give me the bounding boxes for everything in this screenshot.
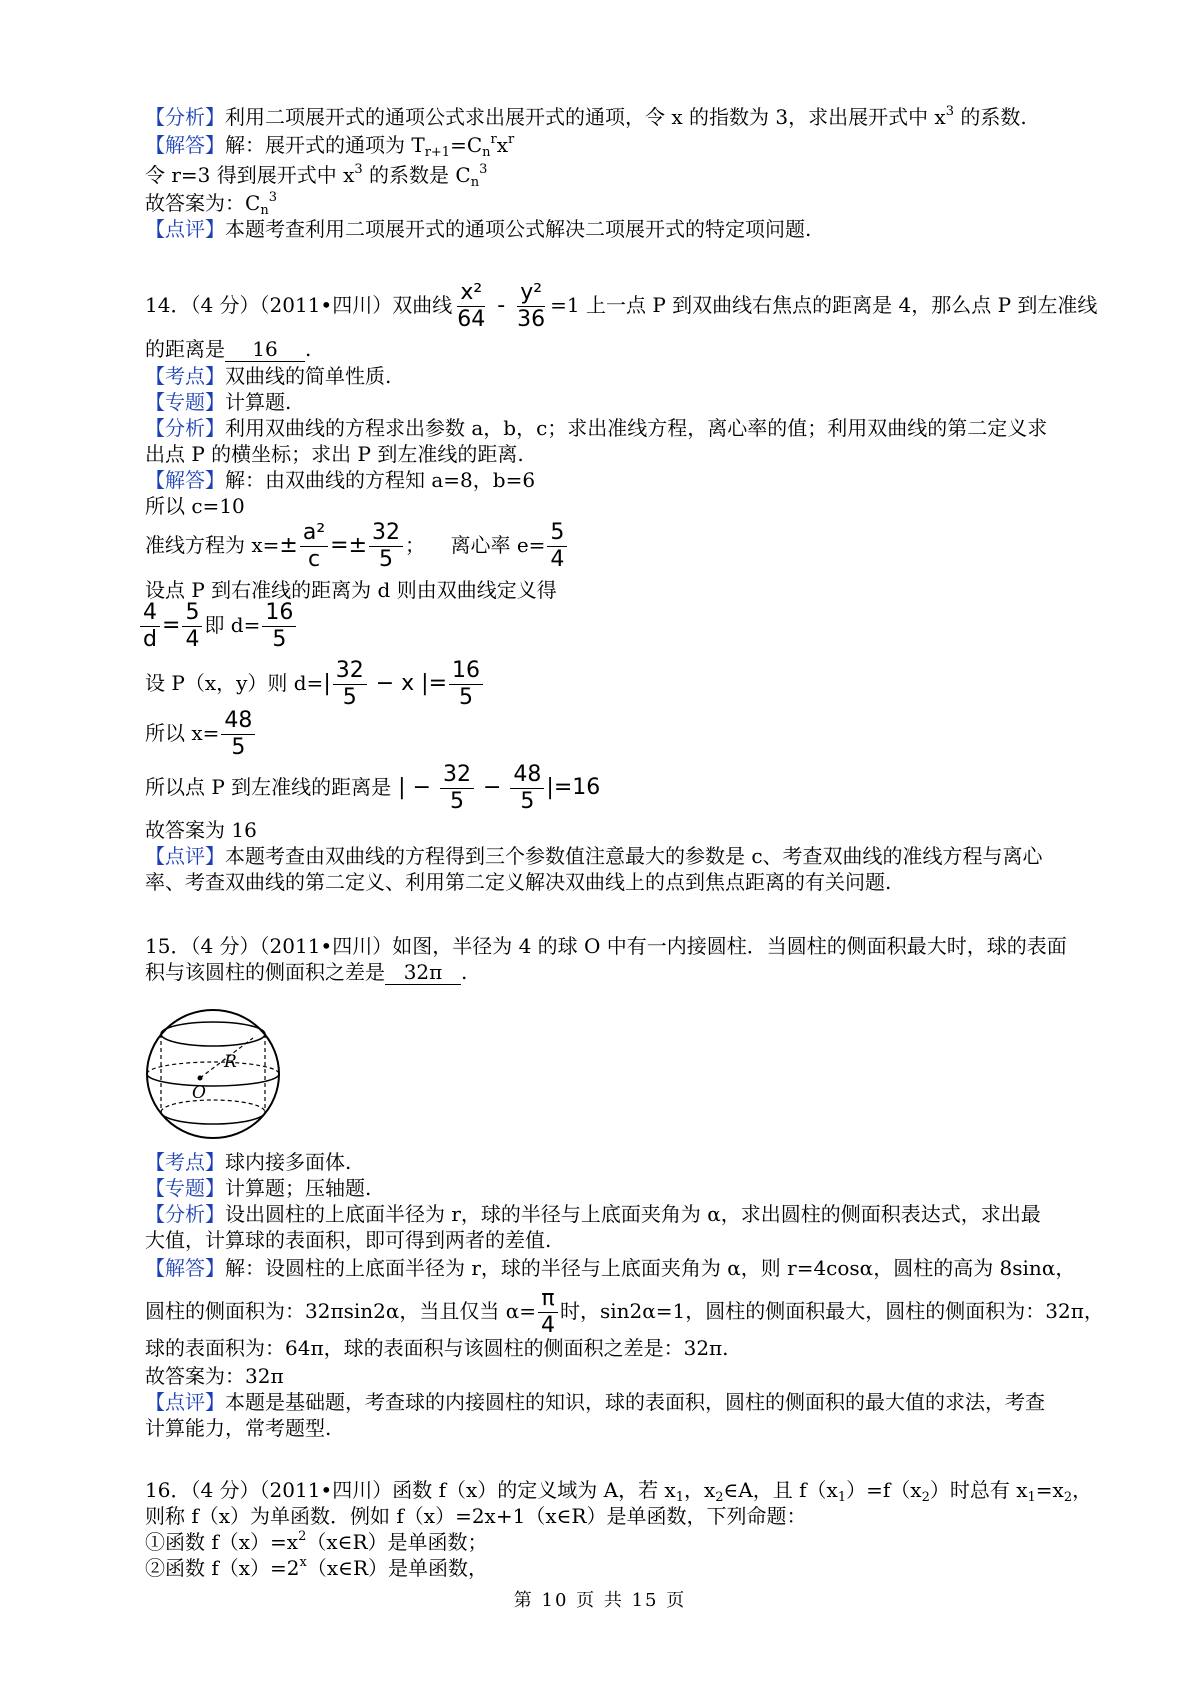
- fraction: $\frac{4}{d}$: [140, 600, 160, 653]
- q14-fenxi-cont: 出点 P 的横坐标；求出 P 到左准线的距离.: [145, 442, 524, 466]
- analysis-tag: 【分析】: [145, 105, 225, 129]
- sphere-cylinder-figure: [140, 1004, 290, 1144]
- q14-step-directrix: 准线方程为 x=± $\frac{\text{a²}}{c}$ =± $\frac{32}{5}$ ； 离心率 e= $\frac{5}{4}$: [145, 520, 569, 573]
- fraction: $\frac{16}{5}$: [262, 600, 296, 653]
- q14-jieda: 【解答】解：由双曲线的方程知 a=8，b=6: [145, 468, 536, 492]
- q14-answer: 故答案为 16: [145, 818, 257, 842]
- fraction: $\frac{32}{5}$: [440, 762, 474, 815]
- q15-stem-cont: 积与该圆柱的侧面积之差是 32π .: [145, 960, 468, 984]
- q15-step-diff: 球的表面积为：64π，球的表面积与该圆柱的侧面积之差是：32π.: [145, 1336, 729, 1360]
- fraction: $\frac{5}{4}$: [182, 600, 202, 653]
- q16-stem: 16．（4 分）（2011•四川）函数 f（x）的定义域为 A，若 $x_1$，$x_2\in A$，且 $f(x_1)=f(x_2)$时总有 $x_1=x_2$，: [145, 1478, 1093, 1505]
- q14-step-d: 设 P（x，y）则 d=| $\frac{32}{5}$ − x |= $\frac{16}{5}$: [145, 658, 485, 711]
- q15-jieda: 【解答】解：设圆柱的上底面半径为 r，球的半径与上底面夹角为 α，则 r=4cosα，圆柱的高为 8sinα，: [145, 1256, 1076, 1280]
- q16-option-2: ②函数 $f(x)=2^x(x\in R)$是单函数，: [145, 1555, 489, 1580]
- q14-pingjia: 【点评】本题考查由双曲线的方程得到三个参数值注意最大的参数是 c、考查双曲线的准线方程与离心: [145, 844, 1043, 868]
- fraction: $\frac{32}{5}$: [333, 658, 367, 711]
- cylinder-bottom-back: [161, 1100, 265, 1112]
- fraction: $\frac{\text{y²}}{36}$: [517, 280, 546, 332]
- comment-tag: 【点评】: [145, 217, 225, 241]
- q14-stem-cont: 的距离是 16 .: [145, 337, 312, 361]
- page-footer: 第 10 页 共 15 页: [513, 1590, 687, 1611]
- fraction: $\frac{\text{x²}}{64}$: [457, 280, 486, 332]
- q14-step-ratio: $\frac{4}{d}$ = $\frac{5}{4}$ 即 d= $\frac{16}{5}$: [138, 600, 298, 653]
- q15-answer: 故答案为：32π: [145, 1364, 284, 1388]
- q16-stem-cont: 则称 f（x）为单函数．例如 f（x）=2x+1（x∈R）是单函数，下列命题：: [145, 1504, 807, 1528]
- q13-answer: 故答案为：$C_n^3$: [145, 190, 277, 218]
- q14-step-def: 设点 P 到右准线的距离为 d 则由双曲线定义得: [145, 578, 557, 602]
- q15-fenxi-cont: 大值，计算球的表面积，即可得到两者的差值.: [145, 1228, 552, 1252]
- answer-blank: 16: [225, 337, 305, 362]
- q14-zhuanti: 【专题】计算题.: [145, 390, 292, 414]
- q14-pingjia-cont: 率、考查双曲线的第二定义、利用第二定义解决双曲线上的点到焦点距离的有关问题.: [145, 870, 892, 894]
- q13-step: 令 r=3 得到展开式中 $x^3$ 的系数是 $C_n^3$: [145, 162, 488, 190]
- q14-step-c: 所以 c=10: [145, 494, 245, 518]
- cylinder-top: [161, 1022, 265, 1046]
- q14-step-dist: 所以点 P 到左准线的距离是 | − $\frac{32}{5}$ − $\frac{48}{5}$ |=16: [145, 762, 601, 814]
- q15-pingjia: 【点评】本题是基础题，考查球的内接圆柱的知识，球的表面积，圆柱的侧面积的最大值的求法，考查: [145, 1390, 1045, 1414]
- cylinder-bottom-front: [161, 1112, 265, 1124]
- q15-stem: 15．（4 分）（2011•四川）如图，半径为 4 的球 O 中有一内接圆柱．当圆柱的侧面积最大时，球的表面: [145, 934, 1067, 958]
- answer-blank: 32π: [385, 960, 461, 985]
- q14-kaodian: 【考点】双曲线的简单性质.: [145, 364, 392, 388]
- label-O: O: [192, 1083, 206, 1103]
- fraction: $\frac{\text{a²}}{c}$: [300, 520, 328, 573]
- fraction: $\frac{\pi}{4}$: [538, 1286, 558, 1339]
- equator-front: [147, 1074, 279, 1086]
- q14-step-x: 所以 x= $\frac{48}{5}$: [145, 708, 257, 761]
- q13-comment: 【点评】本题考查利用二项展开式的通项公式解决二项展开式的特定项问题.: [145, 217, 812, 241]
- q15-fenxi: 【分析】设出圆柱的上底面半径为 r，球的半径与上底面夹角为 α，求出圆柱的侧面积表达式，求出最: [145, 1202, 1041, 1226]
- q14-stem: 14．（4 分）（2011•四川）双曲线 $\frac{\text{x²}}{64}$ - $\frac{\text{y²}}{36}$ =1 上一点 P 到双曲线右焦点的距离是 4，那么点 P 到左准线: [145, 280, 1098, 332]
- label-R: R: [224, 1052, 237, 1072]
- solution-tag: 【解答】: [145, 133, 225, 157]
- fraction: $\frac{32}{5}$: [369, 520, 403, 573]
- q15-step-area: 圆柱的侧面积为：32πsin2α，当且仅当 α= $\frac{\pi}{4}$ 时，sin2α=1，圆柱的侧面积最大，圆柱的侧面积为：32π，: [145, 1286, 1104, 1338]
- q16-option-1: ①函数 $f(x)=x^2(x\in R)$是单函数；: [145, 1529, 488, 1554]
- fraction: $\frac{5}{4}$: [547, 520, 567, 573]
- fraction: $\frac{48}{5}$: [221, 708, 255, 761]
- q13-solution: 【解答】解：展开式的通项为 $T_{r+1}=C_n^rx^r$: [145, 132, 515, 160]
- fraction: $\frac{16}{5}$: [449, 658, 483, 711]
- q14-fenxi: 【分析】利用双曲线的方程求出参数 a，b，c；求出准线方程，离心率的值；利用双曲线的第二定义求: [145, 416, 1048, 440]
- fraction: $\frac{48}{5}$: [510, 762, 544, 815]
- center-point: [198, 1076, 203, 1081]
- q15-zhuanti: 【专题】计算题；压轴题.: [145, 1176, 372, 1200]
- q15-kaodian: 【考点】球内接多面体.: [145, 1150, 352, 1174]
- q13-analysis: 【分析】利用二项展开式的通项公式求出展开式的通项，令 x 的指数为 3，求出展开式中 $x^3$ 的系数.: [145, 104, 1027, 129]
- q15-pingjia-cont: 计算能力，常考题型.: [145, 1416, 332, 1440]
